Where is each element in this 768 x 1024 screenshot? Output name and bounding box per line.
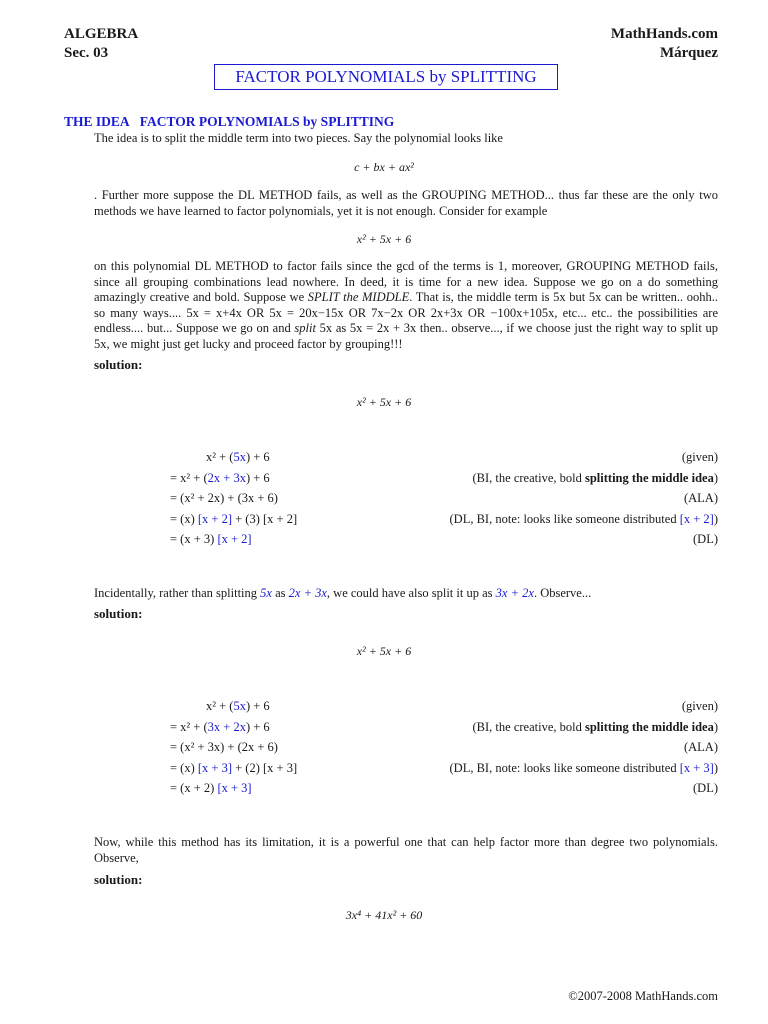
step-expression [170,720,270,735]
incidental-term-3: 3x + 2x [495,586,534,600]
intro-paragraph: The idea is to split the middle term into two pieces. Say the polynomial looks like [94,131,503,145]
derivation-step [170,740,718,758]
step-justification-part: ) [713,470,718,485]
step-expression-part: [x + 2] [217,532,252,546]
step-expression-part: 3x + 2x [207,719,246,734]
step-justification-part: ) [713,719,718,734]
step-justification-part: ) [713,511,718,526]
derivation-step [170,450,718,468]
site-label: MathHands.com [610,26,718,42]
step-expression-part: = (x + 3) [170,532,218,546]
step-justification [450,761,718,776]
step-expression-part: x² + ( [206,699,234,713]
step-expression [206,699,270,714]
author-label: Márquez [659,45,718,61]
equation-example: x² + 5x + 6 [356,232,412,246]
title-box: FACTOR POLYNOMIALS by SPLITTING [214,64,558,90]
equation-final: 3x⁴ + 41x² + 60 [345,908,423,922]
step-justification-part: [x + 3] [679,760,714,775]
step-justification-part: (BI, the creative, bold [472,470,585,485]
derivation-step [170,512,718,530]
incidental-post: . Observe... [533,586,592,600]
step-expression [170,532,252,547]
paragraph-three-italic: SPLIT the MIDDLE [307,290,410,305]
step-justification [684,491,718,506]
step-expression-part: ) + 6 [245,699,270,713]
step-justification-part: (DL, BI, note: looks like someone distributed [449,760,680,775]
final-paragraph: Now, while this method has its limitation, it is a powerful one that can help factor more than degree two polynomials. Observe, [94,835,718,865]
step-expression-part: = (x) [170,511,198,526]
section-heading [64,114,394,130]
step-justification [684,740,718,755]
step-expression-part: [x + 2] [197,511,232,526]
step-justification [682,699,718,714]
derivation-step [170,761,718,779]
step-justification [473,471,718,486]
step-justification-part: (given) [681,699,718,713]
incidental-paragraph [94,586,718,602]
step-expression [170,761,297,776]
paragraph-three-a: on this polynomial DL METHOD to factor fails since the gcd of the terms is 1, moreover, GROUPING METHOD fails, since all grouping combinations lead nowhere. In deed, it is time for a new idea. Suppose we go on a do something amazingly creative and bold. Suppose we [94,259,718,305]
step-justification-part: (DL) [693,781,718,795]
problem-1: x² + 5x + 6 [356,395,412,409]
copyright-footer: ©2007-2008 MathHands.com [568,989,718,1003]
step-expression-part: = (x) [170,760,198,775]
step-expression-part: = x² + ( [170,470,208,485]
step-justification [450,512,718,527]
step-expression-part: = (x² + 3x) + (2x + 6) [170,740,278,754]
paragraph-three-c: 5x as 5x = 2x + 3x then.. observe..., if we choose just the right way to split up 5x, we might just get lucky and proceed factor by grouping!!! [94,321,718,351]
section-heading-label: THE IDEA [64,114,130,129]
step-justification-part: (BI, the creative, bold [472,719,585,734]
step-expression-part: ) + 6 [245,470,270,485]
step-expression [170,512,297,527]
step-justification [693,532,718,547]
section-heading-title: FACTOR POLYNOMIALS by SPLITTING [139,114,395,129]
step-expression-part: 2x + 3x [207,470,246,485]
step-expression [170,781,252,796]
step-justification [682,450,718,465]
step-expression-part: ) + 6 [245,450,270,464]
derivation-step [170,699,718,717]
step-expression [170,740,278,755]
step-justification-part: (DL) [693,532,718,546]
solution-label-1: solution: [94,357,143,372]
derivation-step [170,781,718,799]
step-justification [693,781,718,796]
step-justification-part: splitting the middle idea [584,719,714,734]
step-expression-part: + (3) [x + 2] [232,511,298,526]
course-label: ALGEBRA [64,26,139,42]
solution-label-2: solution: [94,606,143,621]
step-expression-part: [x + 3] [217,781,252,795]
incidental-pre: Incidentally, rather than splitting [94,586,261,600]
derivation-step [170,720,718,738]
section-label: Sec. 03 [64,45,109,61]
incidental-term-2: 2x + 3x [288,586,327,600]
step-expression-part: 5x [233,450,246,464]
step-justification-part: [x + 2] [679,511,714,526]
step-justification-part: splitting the middle idea [584,470,714,485]
step-expression-part: 5x [233,699,246,713]
solution-label-3: solution: [94,872,143,887]
step-expression-part: + (2) [x + 3] [232,760,298,775]
step-justification-part: (given) [681,450,718,464]
step-expression-part: ) + 6 [245,719,270,734]
step-expression-part: x² + ( [206,450,234,464]
step-justification-part: (ALA) [683,740,718,754]
step-justification-part: ) [713,760,718,775]
paragraph-three-split: split [294,321,316,336]
paragraph-two: . Further more suppose the DL METHOD fails, as well as the GROUPING METHOD... thus far these are the only two methods we have learned to factor polynomials, yet it is not enough. Consider for example [94,188,718,218]
step-expression-part: = x² + ( [170,719,208,734]
paragraph-three-b: . That is, the middle term is 5x but 5x can be written.. oohh.. so many ways.... 5x = x+4x OR 5x = 20x−15x OR 7x−2x OR 2x+3x OR −100x+105x, etc... etc.. the possibilities are endless.... but... Suppose we go on and [94,290,718,336]
derivation-step [170,471,718,489]
step-justification-part: (ALA) [683,491,718,505]
equation-general: c + bx + ax² [354,160,414,174]
problem-2: x² + 5x + 6 [356,644,412,658]
step-expression-part: [x + 3] [197,760,232,775]
step-justification [473,720,718,735]
derivation-step [170,532,718,550]
step-expression-part: = (x² + 2x) + (3x + 6) [170,491,278,505]
step-expression-part: = (x + 2) [170,781,218,795]
step-expression [170,491,278,506]
step-justification-part: (DL, BI, note: looks like someone distributed [449,511,680,526]
step-expression [170,471,270,486]
paragraph-three [94,259,718,353]
incidental-term-1: 5x [260,586,272,600]
incidental-mid-2: , we could have also split it up as [326,586,496,600]
incidental-mid-1: as [271,586,289,600]
derivation-step [170,491,718,509]
step-expression [206,450,270,465]
